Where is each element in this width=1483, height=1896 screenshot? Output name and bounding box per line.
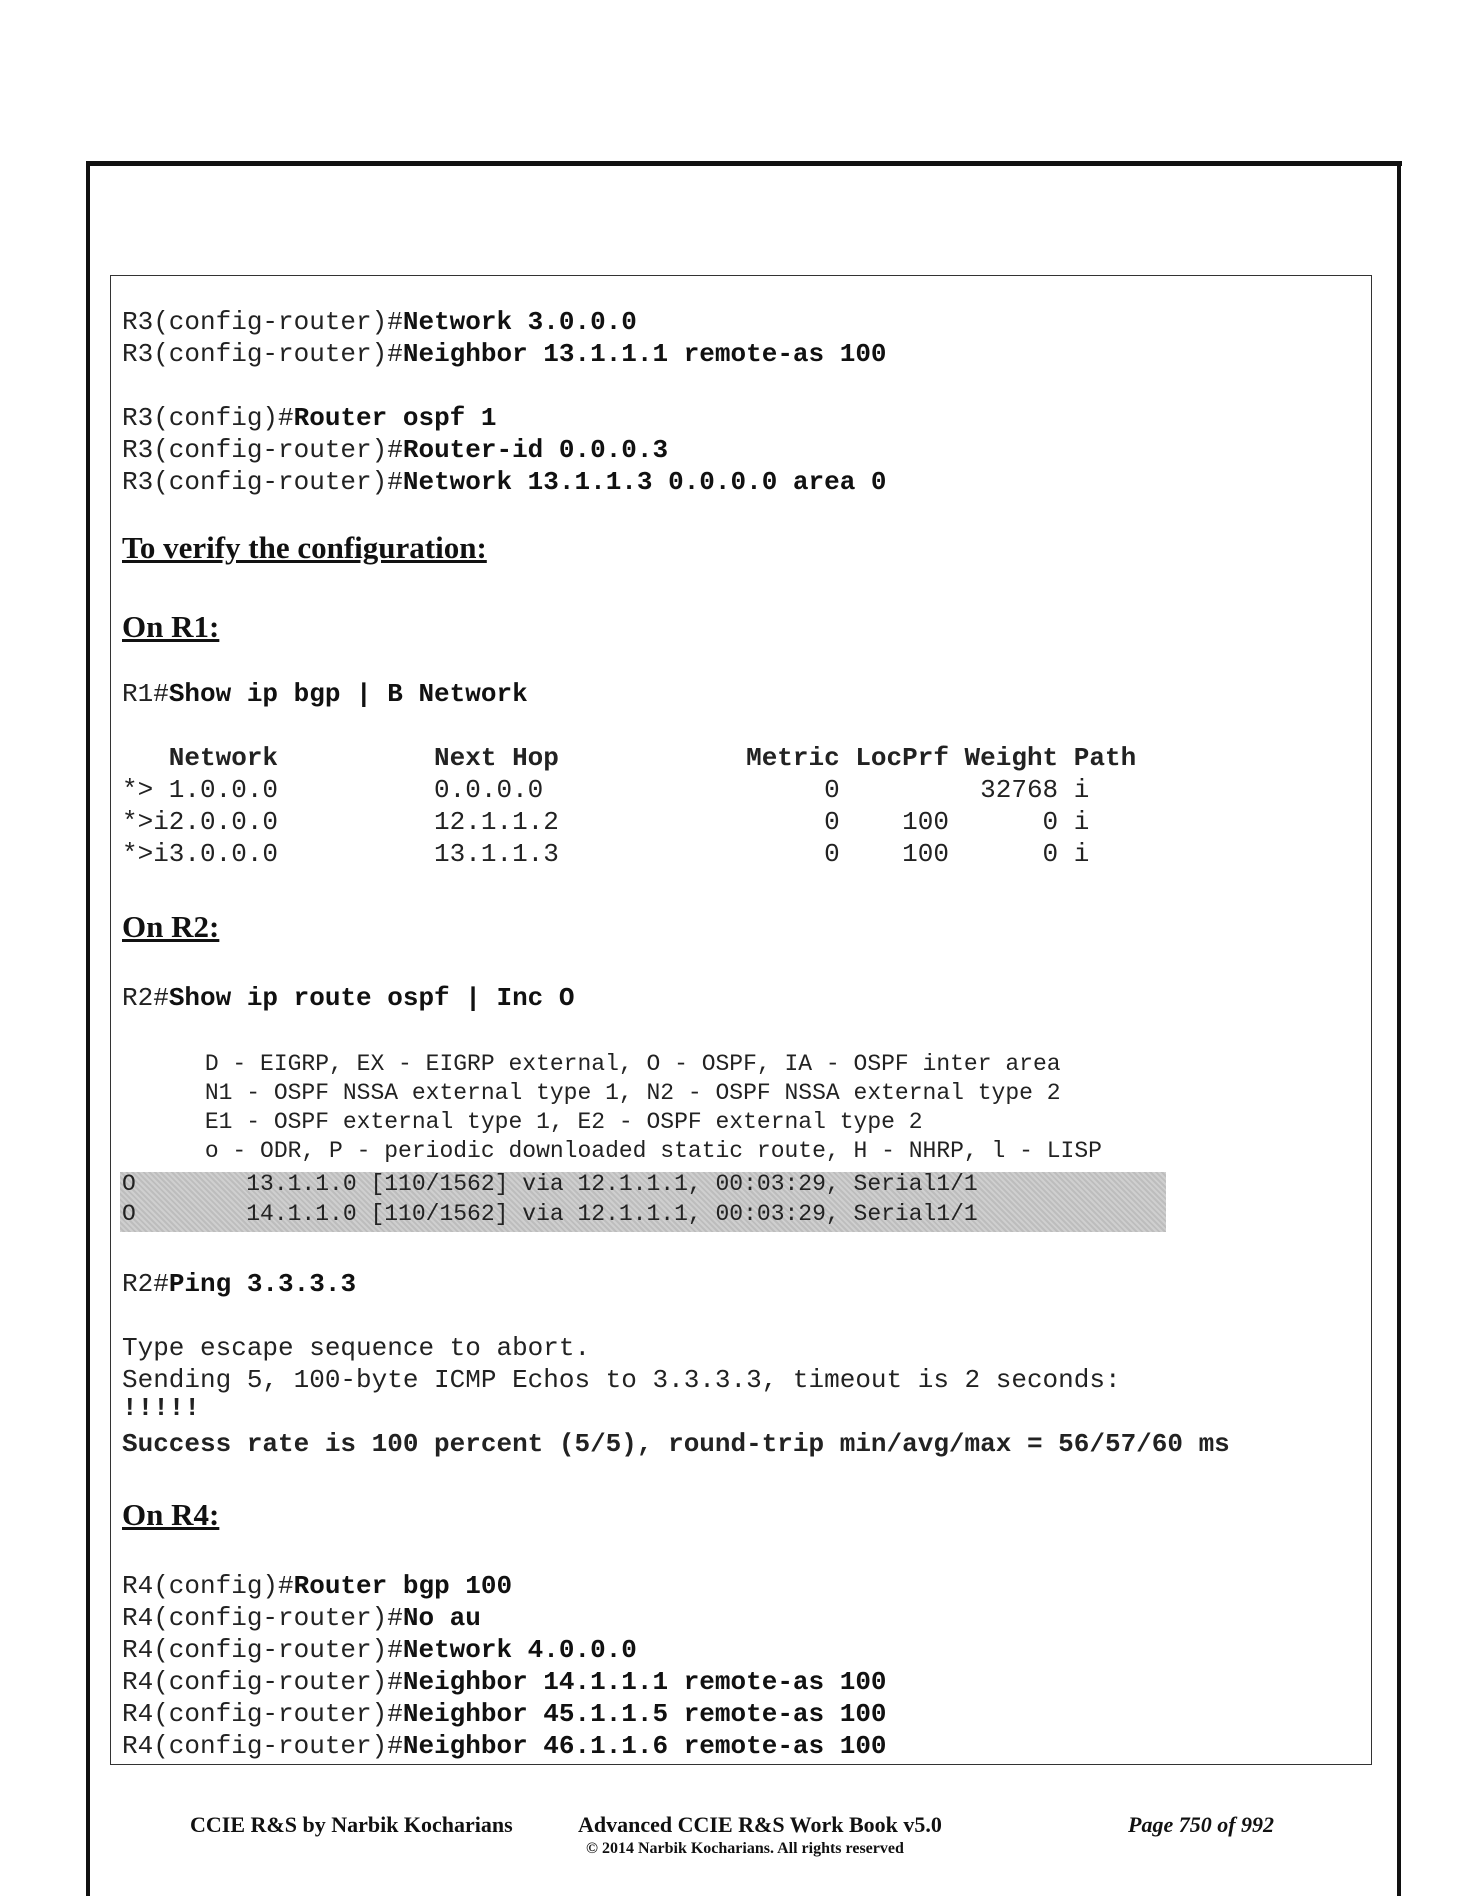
heading-r1: On R1: — [122, 609, 220, 644]
ping-success-line: Success rate is 100 percent (5/5), round-trip min/avg/max = 56/57/60 ms — [122, 1429, 1230, 1459]
footer-author: CCIE R&S by Narbik Kocharians — [190, 1812, 513, 1837]
content-frame — [110, 275, 1372, 1765]
heading-r4: On R4: — [122, 1497, 220, 1532]
page-border-right — [1397, 161, 1401, 1896]
config-line: R4(config)#Router bgp 100 — [122, 1571, 513, 1601]
config-line: R4(config-router)#Network 4.0.0.0 — [122, 1635, 637, 1665]
ping-bangs: !!!!! — [122, 1393, 201, 1423]
bgp-table-row: *>i2.0.0.0 12.1.1.2 0 100 0 i — [122, 807, 1090, 837]
config-line: R3(config)#Router ospf 1 — [122, 403, 497, 433]
config-line: R4(config-router)#Neighbor 46.1.1.6 remote-as 100 — [122, 1731, 887, 1761]
config-line: R4(config-router)#Neighbor 14.1.1.1 remote-as 100 — [122, 1667, 887, 1697]
ospf-route-row: O 13.1.1.0 [110/1562] via 12.1.1.1, 00:03:29, Serial1/1 — [122, 1171, 978, 1197]
ping-output-line: Sending 5, 100-byte ICMP Echos to 3.3.3.3, timeout is 2 seconds: — [122, 1365, 1121, 1395]
config-line: R4(config-router)#Neighbor 45.1.1.5 remote-as 100 — [122, 1699, 887, 1729]
config-line: R3(config-router)#Router-id 0.0.0.3 — [122, 435, 669, 465]
route-code-line: o - ODR, P - periodic downloaded static route, H - NHRP, l - LISP — [122, 1138, 1102, 1164]
page-border-top — [86, 161, 1402, 166]
route-code-line: E1 - OSPF external type 1, E2 - OSPF external type 2 — [122, 1109, 923, 1135]
footer-copyright: © 2014 Narbik Kocharians. All rights reserved — [586, 1840, 904, 1857]
bgp-table-row: *>i3.0.0.0 13.1.1.3 0 100 0 i — [122, 839, 1090, 869]
config-line: R3(config-router)#Network 13.1.1.3 0.0.0.0 area 0 — [122, 467, 887, 497]
ping-output-line: Type escape sequence to abort. — [122, 1333, 591, 1363]
r2-ping-command: R2#Ping 3.3.3.3 — [122, 1269, 357, 1299]
config-line: R3(config-router)#Network 3.0.0.0 — [122, 307, 637, 337]
footer-page-number: Page 750 of 992 — [1128, 1812, 1275, 1837]
r1-command: R1#Show ip bgp | B Network — [122, 679, 528, 709]
heading-verify: To verify the configuration: — [122, 530, 487, 565]
footer-book-title: Advanced CCIE R&S Work Book v5.0 — [578, 1812, 942, 1837]
bgp-table-header: Network Next Hop Metric LocPrf Weight Path — [122, 743, 1137, 773]
config-line: R4(config-router)#No au — [122, 1603, 481, 1633]
page-border-left — [86, 161, 90, 1896]
config-line: R3(config-router)#Neighbor 13.1.1.1 remote-as 100 — [122, 339, 887, 369]
route-code-line: N1 - OSPF NSSA external type 1, N2 - OSPF NSSA external type 2 — [122, 1080, 1061, 1106]
ospf-route-row: O 14.1.1.0 [110/1562] via 12.1.1.1, 00:03:29, Serial1/1 — [122, 1201, 978, 1227]
route-code-line: D - EIGRP, EX - EIGRP external, O - OSPF, IA - OSPF inter area — [122, 1051, 1061, 1077]
bgp-table-row: *> 1.0.0.0 0.0.0.0 0 32768 i — [122, 775, 1090, 805]
r2-command: R2#Show ip route ospf | Inc O — [122, 983, 575, 1013]
heading-r2: On R2: — [122, 909, 220, 944]
